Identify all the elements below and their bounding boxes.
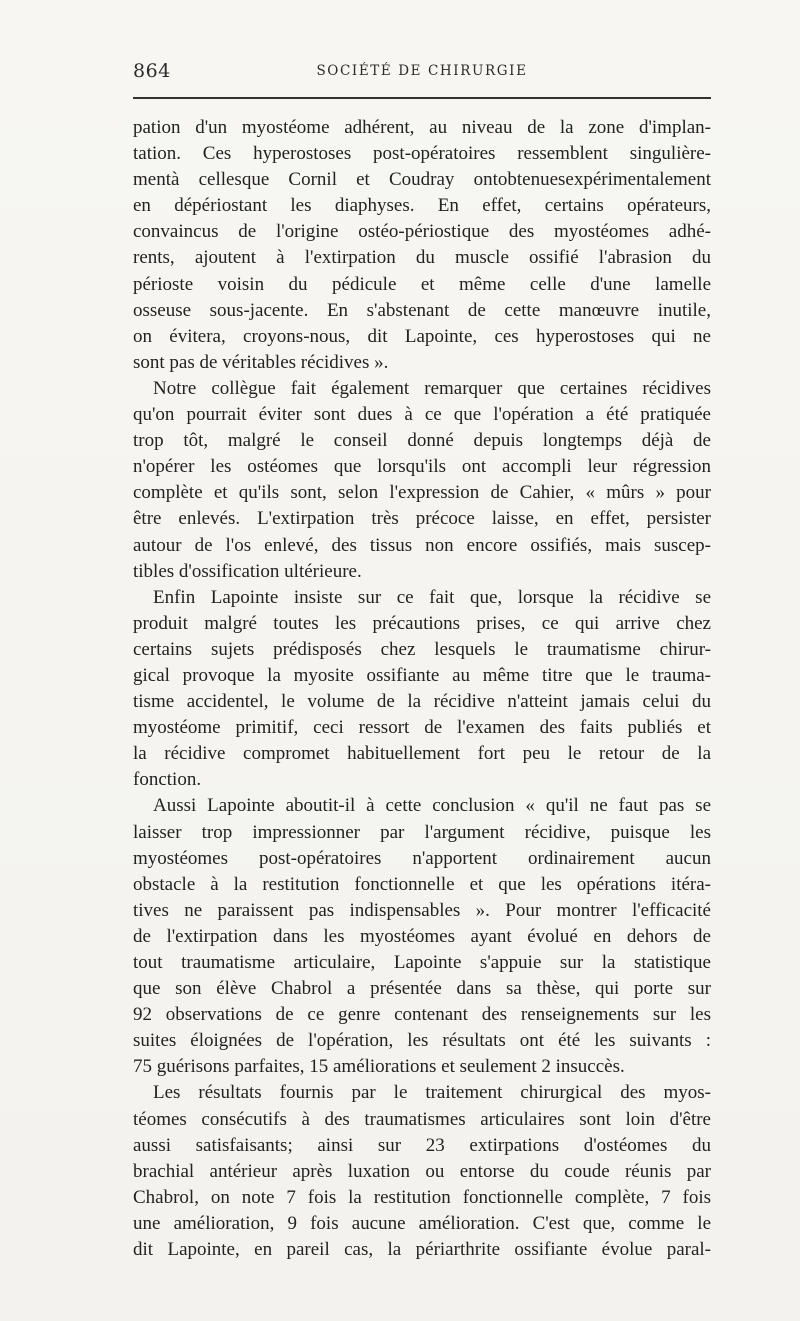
text-line: être enlevés. L'extirpation très précoce laisse, en effet, persister [133, 508, 711, 530]
text-line: qu'on pourrait éviter sont dues à ce que l'opération a été pratiquée [133, 404, 711, 426]
text-line: périoste voisin du pédicule et même celle d'une lamelle [133, 273, 711, 295]
text-line: laisser trop impressionner par l'argument récidive, puisque les [133, 821, 711, 843]
text-line: aussi satisfaisants; ainsi sur 23 extirpations d'ostéomes du [133, 1134, 711, 1156]
text-line: de l'extirpation dans les myostéomes ayant évolué en dehors de [133, 925, 711, 947]
text-line: Chabrol, on note 7 fois la restitution fonctionnelle complète, 7 fois [133, 1186, 711, 1208]
text-line: osseuse sous-jacente. En s'abstenant de cette manœuvre inutile, [133, 299, 711, 321]
text-line: tibles d'ossification ultérieure. [133, 560, 362, 582]
text-line: rents, ajoutent à l'extirpation du muscle ossifié l'abrasion du [133, 247, 711, 269]
text-line: 75 guérisons parfaites, 15 améliorations et seulement 2 insuccès. [133, 1056, 625, 1078]
text-line: on évitera, croyons-nous, dit Lapointe, ces hyperostoses qui ne [133, 325, 711, 347]
text-line: brachial antérieur après luxation ou entorse du coude réunis par [133, 1160, 711, 1182]
text-line: téomes consécutifs à des traumatismes articulaires sont loin d'être [133, 1108, 711, 1130]
text-line: suites éloignées de l'opération, les résultats ont été les suivants : [133, 1030, 711, 1052]
text-line: n'opérer les ostéomes que lorsqu'ils ont accompli leur régression [133, 456, 711, 478]
text-line: en dépériostant les diaphyses. En effet, certains opérateurs, [133, 195, 711, 217]
header-rule [133, 97, 711, 99]
text-line: tives ne paraissent pas indispensables ». Pour montrer l'efficacité [133, 899, 711, 921]
text-line: mentà cellesque Cornil et Coudray ontobtenuesexpérimentalement [133, 169, 711, 191]
text-line: complète et qu'ils sont, selon l'expression de Cahier, « mûrs » pour [133, 482, 711, 504]
text-line: pation d'un myostéome adhérent, au niveau de la zone d'implan- [133, 117, 711, 138]
running-head: SOCIÉTÉ DE CHIRURGIE [316, 63, 528, 79]
paragraph-start: Enfin Lapointe insiste sur ce fait que, lorsque la récidive se [153, 586, 711, 608]
text-line: tisme accidentel, le volume de la récidive n'atteint jamais celui du [133, 691, 711, 713]
text-line: obstacle à la restitution fonctionnelle et que les opérations itéra- [133, 873, 711, 895]
text-line: gical provoque la myosite ossifiante au même titre que le trauma- [133, 664, 711, 686]
text-line: dit Lapointe, en pareil cas, la périarthrite ossifiante évolue paral- [133, 1239, 711, 1261]
text-line: 92 observations de ce genre contenant des renseignements sur les [133, 1004, 711, 1026]
text-line: tation. Ces hyperostoses post-opératoires ressemblent singulière- [133, 143, 711, 165]
paragraph-start: Notre collègue fait également remarquer que certaines récidives [153, 377, 711, 399]
text-line: produit malgré toutes les précautions prises, ce qui arrive chez [133, 612, 711, 634]
text-line: trop tôt, malgré le conseil donné depuis longtemps déjà de [133, 430, 711, 452]
text-line: convaincus de l'origine ostéo-périostique des myostéomes adhé- [133, 221, 711, 243]
paragraph-start: Aussi Lapointe aboutit-il à cette conclusion « qu'il ne faut pas se [153, 795, 711, 817]
text-line: sont pas de véritables récidives ». [133, 351, 389, 373]
text-line: autour de l'os enlevé, des tissus non encore ossifiés, mais suscep- [133, 534, 711, 556]
text-line: myostéomes post-opératoires n'apportent ordinairement aucun [133, 847, 711, 869]
page-number: 864 [133, 60, 171, 82]
text-line: certains sujets prédisposés chez lesquels le traumatisme chirur- [133, 638, 711, 660]
text-line: tout traumatisme articulaire, Lapointe s'appuie sur la statistique [133, 952, 711, 973]
body-text [133, 115, 711, 1263]
page-header [133, 58, 711, 88]
text-line: la récidive compromet habituellement fort peu le retour de la [133, 743, 711, 765]
text-line: que son élève Chabrol a présentée dans sa thèse, qui porte sur [133, 978, 711, 1000]
text-line: fonction. [133, 769, 202, 791]
text-line: myostéome primitif, ceci ressort de l'examen des faits publiés et [133, 717, 711, 739]
text-line: une amélioration, 9 fois aucune amélioration. C'est que, comme le [133, 1212, 711, 1234]
paragraph-start: Les résultats fournis par le traitement chirurgical des myos- [153, 1082, 711, 1104]
